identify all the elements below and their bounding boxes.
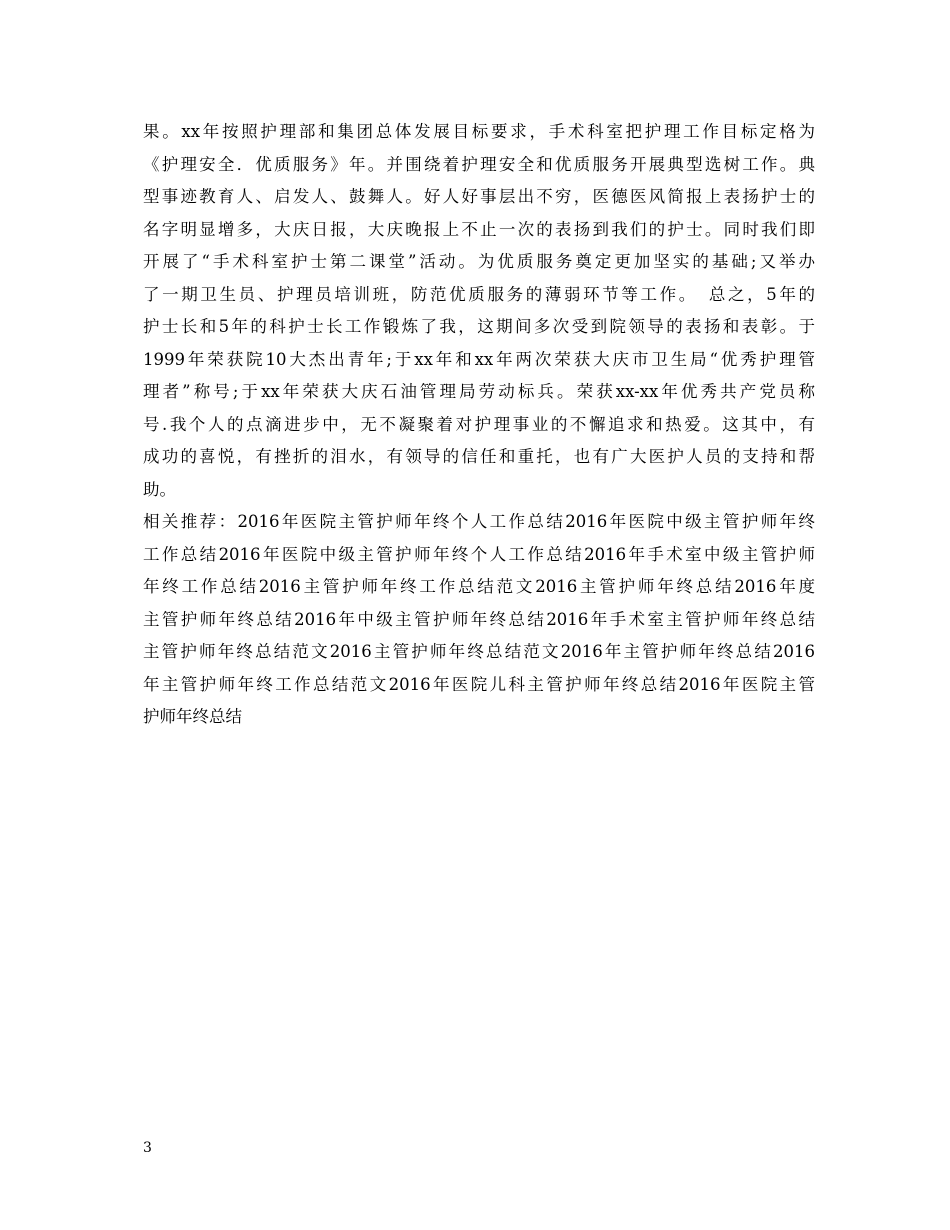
related-line: 年终工作总结2016主管护师年终工作总结范文2016主管护师年终总结2016年度	[143, 577, 815, 596]
text-line: 开展了“手术科室护士第二课堂”活动。为优质服务奠定更加坚实的基础;又举办	[143, 252, 815, 271]
body-text	[143, 116, 815, 734]
related-line: 相关推荐：2016年医院主管护师年终个人工作总结2016年医院中级主管护师年终	[143, 512, 815, 531]
page-number: 3	[143, 1140, 152, 1156]
text-line: 助。	[143, 479, 176, 499]
related-line: 工作总结2016年医院中级主管护师年终个人工作总结2016年手术室中级主管护师	[143, 544, 815, 564]
text-line: 型事迹教育人、启发人、鼓舞人。好人好事层出不穷，医德医风简报上表扬护士的	[143, 187, 815, 206]
text-line: 1999年荣获院10大杰出青年;于xx年和xx年两次荣获大庆市卫生局“优秀护理管	[143, 349, 815, 369]
related-line: 主管护师年终总结2016年中级主管护师年终总结2016年手术室主管护师年终总结	[143, 609, 815, 629]
text-line: 名字明显增多，大庆日报，大庆晚报上不止一次的表扬到我们的护士。同时我们即	[143, 219, 815, 239]
text-line: 了一期卫生员、护理员培训班，防范优质服务的薄弱环节等工作。 总之，5年的	[143, 284, 815, 304]
text-line: 成功的喜悦，有挫折的泪水，有领导的信任和重托，也有广大医护人员的支持和帮	[143, 447, 815, 466]
text-line: 果。xx年按照护理部和集团总体发展目标要求，手术科室把护理工作目标定格为	[143, 122, 815, 141]
text-line: 理者”称号;于xx年荣获大庆石油管理局劳动标兵。荣获xx-xx年优秀共产党员称	[143, 382, 815, 401]
text-line: 《护理安全．优质服务》年。并围绕着护理安全和优质服务开展典型选树工作。典	[143, 154, 815, 174]
related-line: 护师年终总结	[143, 707, 242, 726]
related-line: 主管护师年终总结范文2016主管护师年终总结范文2016年主管护师年终总结2016	[143, 642, 815, 661]
related-line: 年主管护师年终工作总结范文2016年医院儿科主管护师年终总结2016年医院主管	[143, 674, 815, 694]
text-line: 护士长和5年的科护士长工作锻炼了我，这期间多次受到院领导的表扬和表彰。于	[143, 317, 815, 336]
text-line: 号.我个人的点滴进步中，无不凝聚着对护理事业的不懈追求和热爱。这其中，有	[143, 414, 815, 434]
